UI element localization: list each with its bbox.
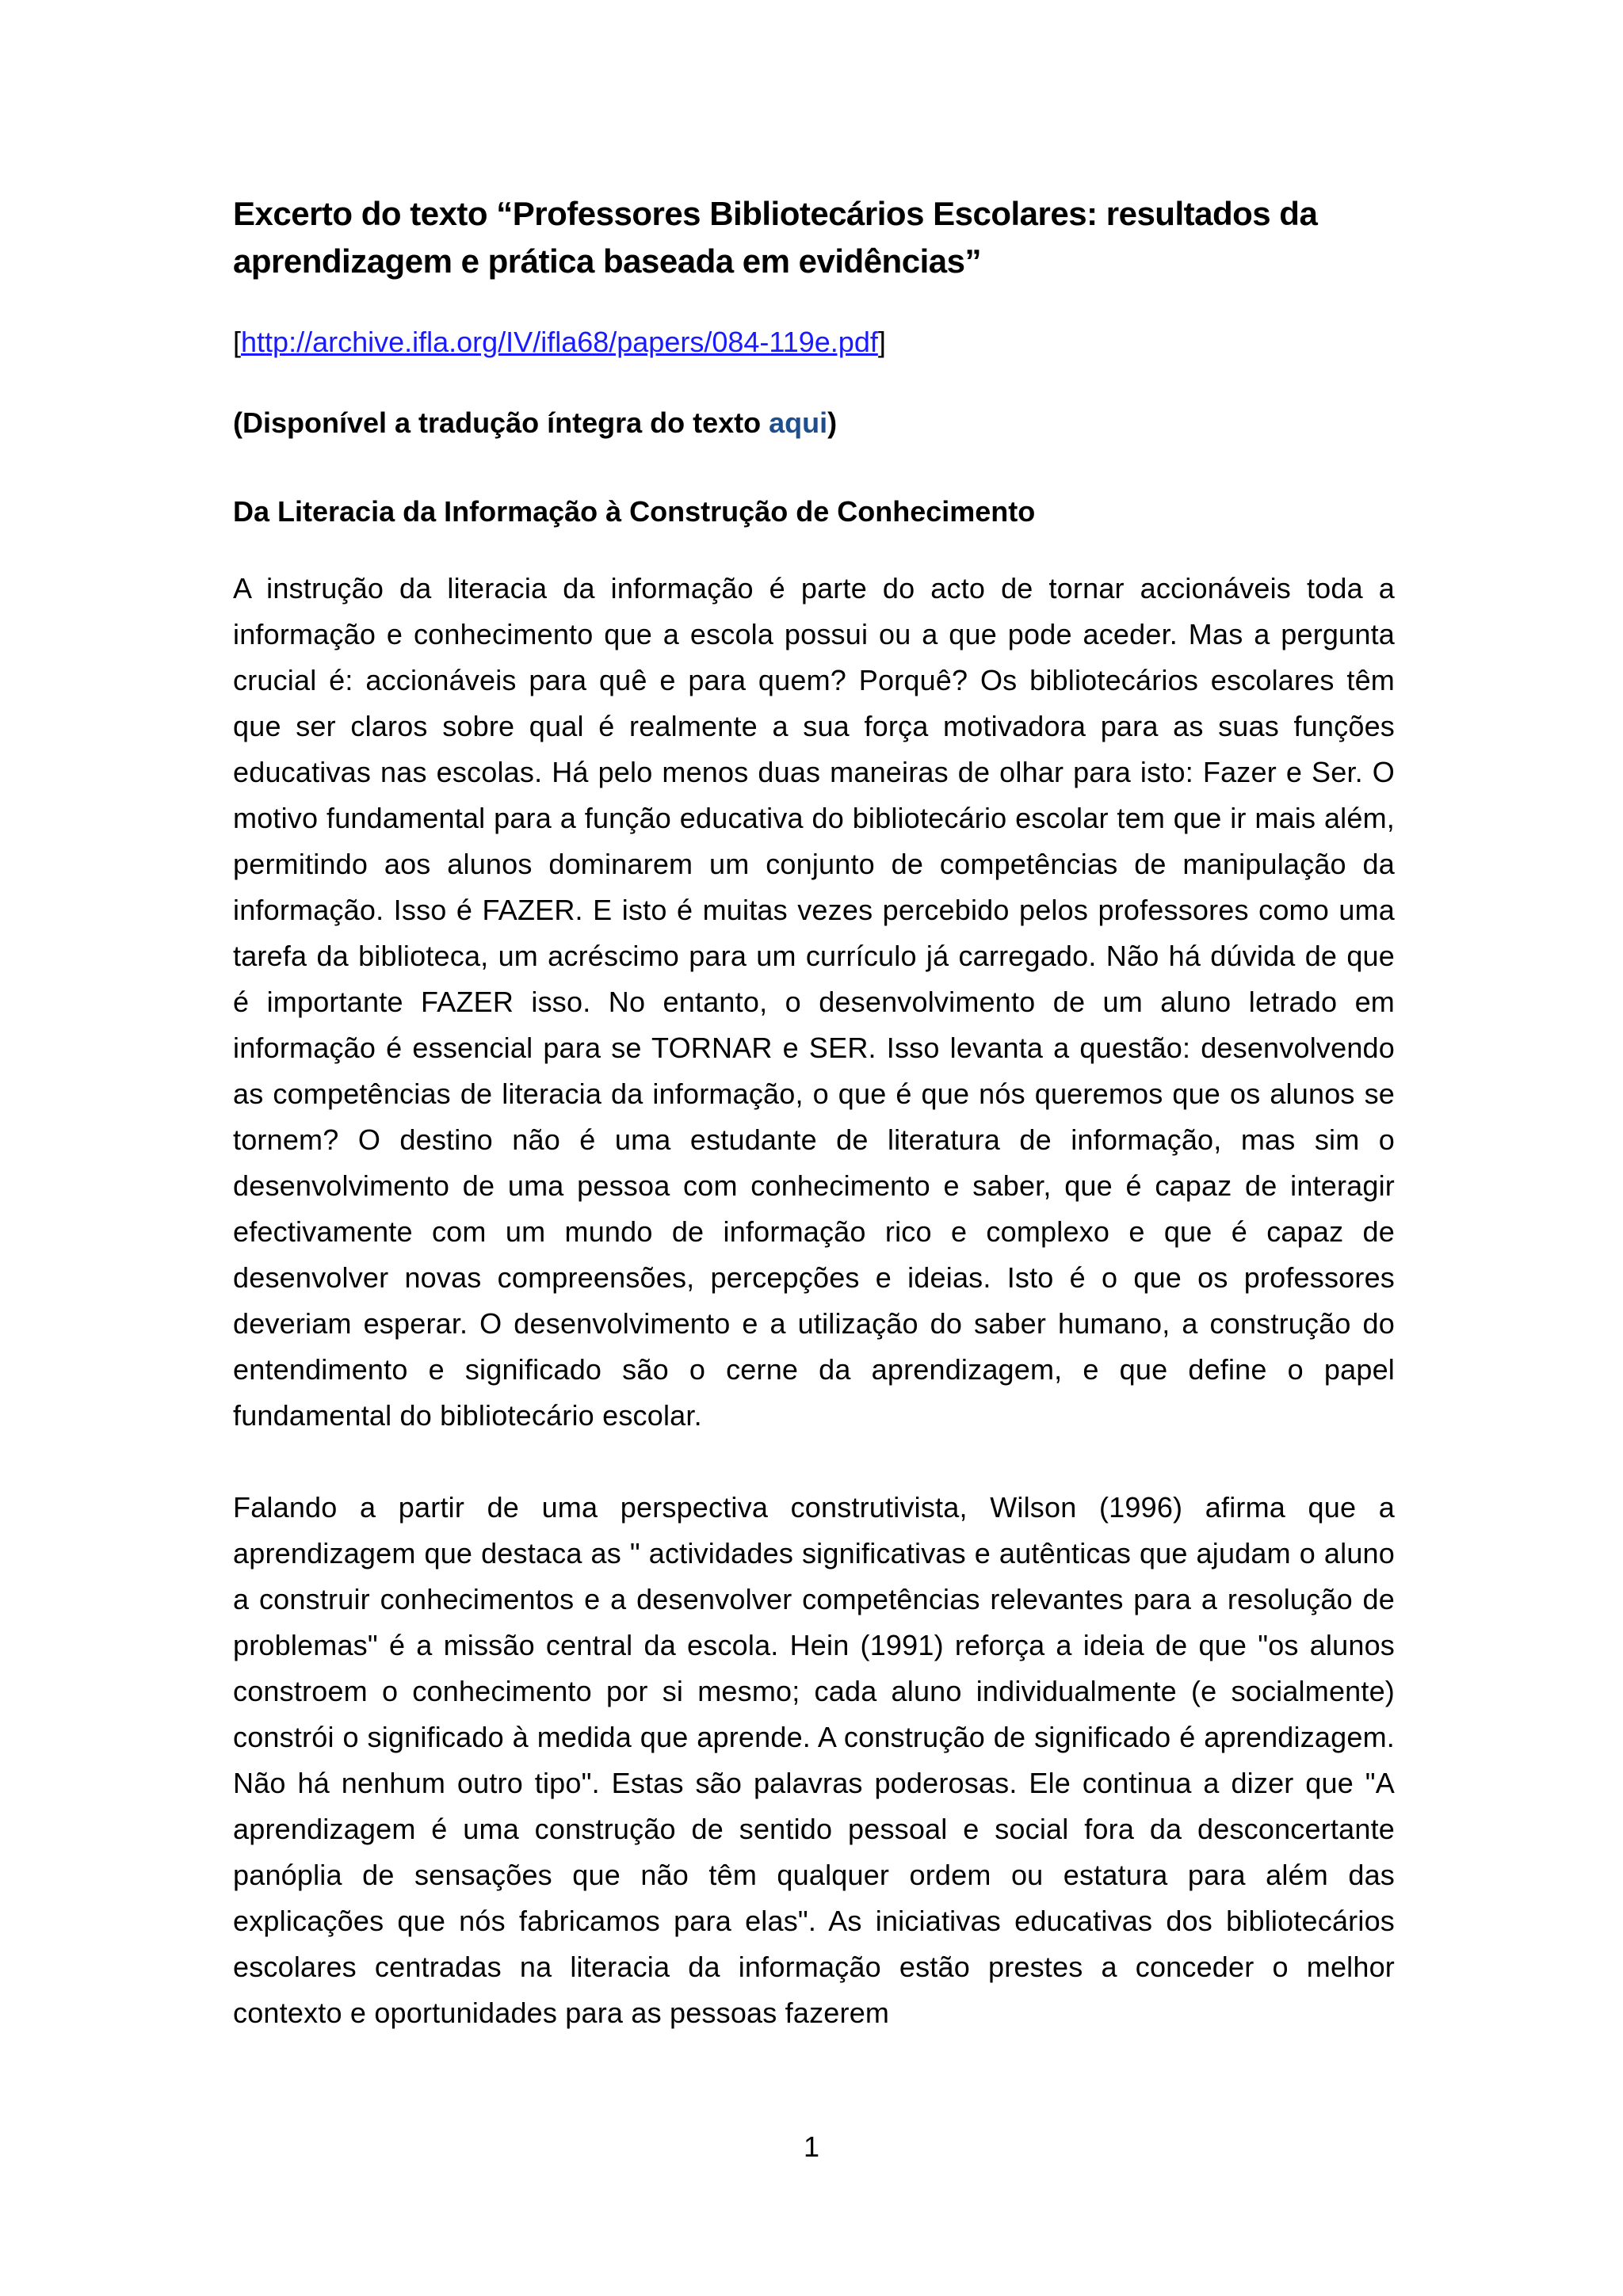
availability-suffix: )	[827, 406, 838, 439]
availability-prefix: (Disponível a tradução íntegra do texto	[233, 406, 769, 439]
source-close-bracket: ]	[877, 326, 886, 358]
paragraph-1: A instrução da literacia da informação é parte do acto de tornar accionáveis toda a informação e conhecimento que a escola possui ou a que pode aceder. Mas a pergunta crucial é: accionáveis para quê e para quem? Porquê? Os bibliotecários escolares têm que ser claros sobre qual é realmente a sua força motivadora para as suas funções educativas nas escolas. Há pelo menos duas maneiras de olhar para isto: Fazer e Ser. O motivo fundamental para a função educativa do bibliotecário escolar tem que ir mais além, permitindo aos alunos dominarem um conjunto de competências de manipulação da informação. Isso é FAZER. E isto é muitas vezes percebido pelos professores como uma tarefa da biblioteca, um acréscimo para um currículo já carregado. Não há dúvida de que é importante FAZER isso. No entanto, o desenvolvimento de um aluno letrado em informação é essencial para se TORNAR e SER. Isso levanta a questão: desenvolvendo as competências de literacia da informação, o que é que nós queremos que os alunos se tornem? O destino não é uma estudante de literatura de informação, mas sim o desenvolvimento de uma pessoa com conhecimento e saber, que é capaz de interagir efectivamente com um mundo de informação rico e complexo e que é capaz de desenvolver novas compreensões, percepções e ideias. Isto é o que os professores deveriam esperar. O desenvolvimento e a utilização do saber humano, a construção do entendimento e significado são o cerne da aprendizagem, e que define o papel fundamental do bibliotecário escolar.	[233, 572, 1395, 1432]
section-heading: Da Literacia da Informação à Construção de Conhecimento	[233, 495, 1036, 528]
page-number: 1	[803, 2130, 820, 2163]
source-open-bracket: [	[233, 326, 242, 358]
source-link[interactable]: http://archive.ifla.org/IV/ifla68/papers/084-119e.pdf	[241, 326, 878, 358]
page-content	[233, 190, 1395, 2036]
source-reference	[233, 323, 1395, 361]
document-title: Excerto do texto “Professores Bibliotecários Escolares: resultados da aprendizagem e prática baseada em evidências”	[233, 195, 1318, 280]
translation-link[interactable]: aqui	[769, 406, 828, 439]
paragraph-2: Falando a partir de uma perspectiva construtivista, Wilson (1996) afirma que a aprendizagem que destaca as " actividades significativas e autênticas que ajudam o aluno a construir conhecimentos e a desenvolver competências relevantes para a resolução de problemas" é a missão central da escola. Hein (1991) reforça a ideia de que "os alunos constroem o conhecimento por si mesmo; cada aluno individualmente (e socialmente) constrói o significado à medida que aprende. A construção de significado é aprendizagem. Não há nenhum outro tipo". Estas são palavras poderosas. Ele continua a dizer que "A aprendizagem é uma construção de sentido pessoal e social fora da desconcertante panóplia de sensações que não têm qualquer ordem ou estatura para além das explicações que nós fabricamos para elas". As iniciativas educativas dos bibliotecários escolares centradas na literacia da informação estão prestes a conceder o melhor contexto e oportunidades para as pessoas fazerem	[233, 1491, 1395, 2029]
translation-availability	[233, 404, 1395, 442]
